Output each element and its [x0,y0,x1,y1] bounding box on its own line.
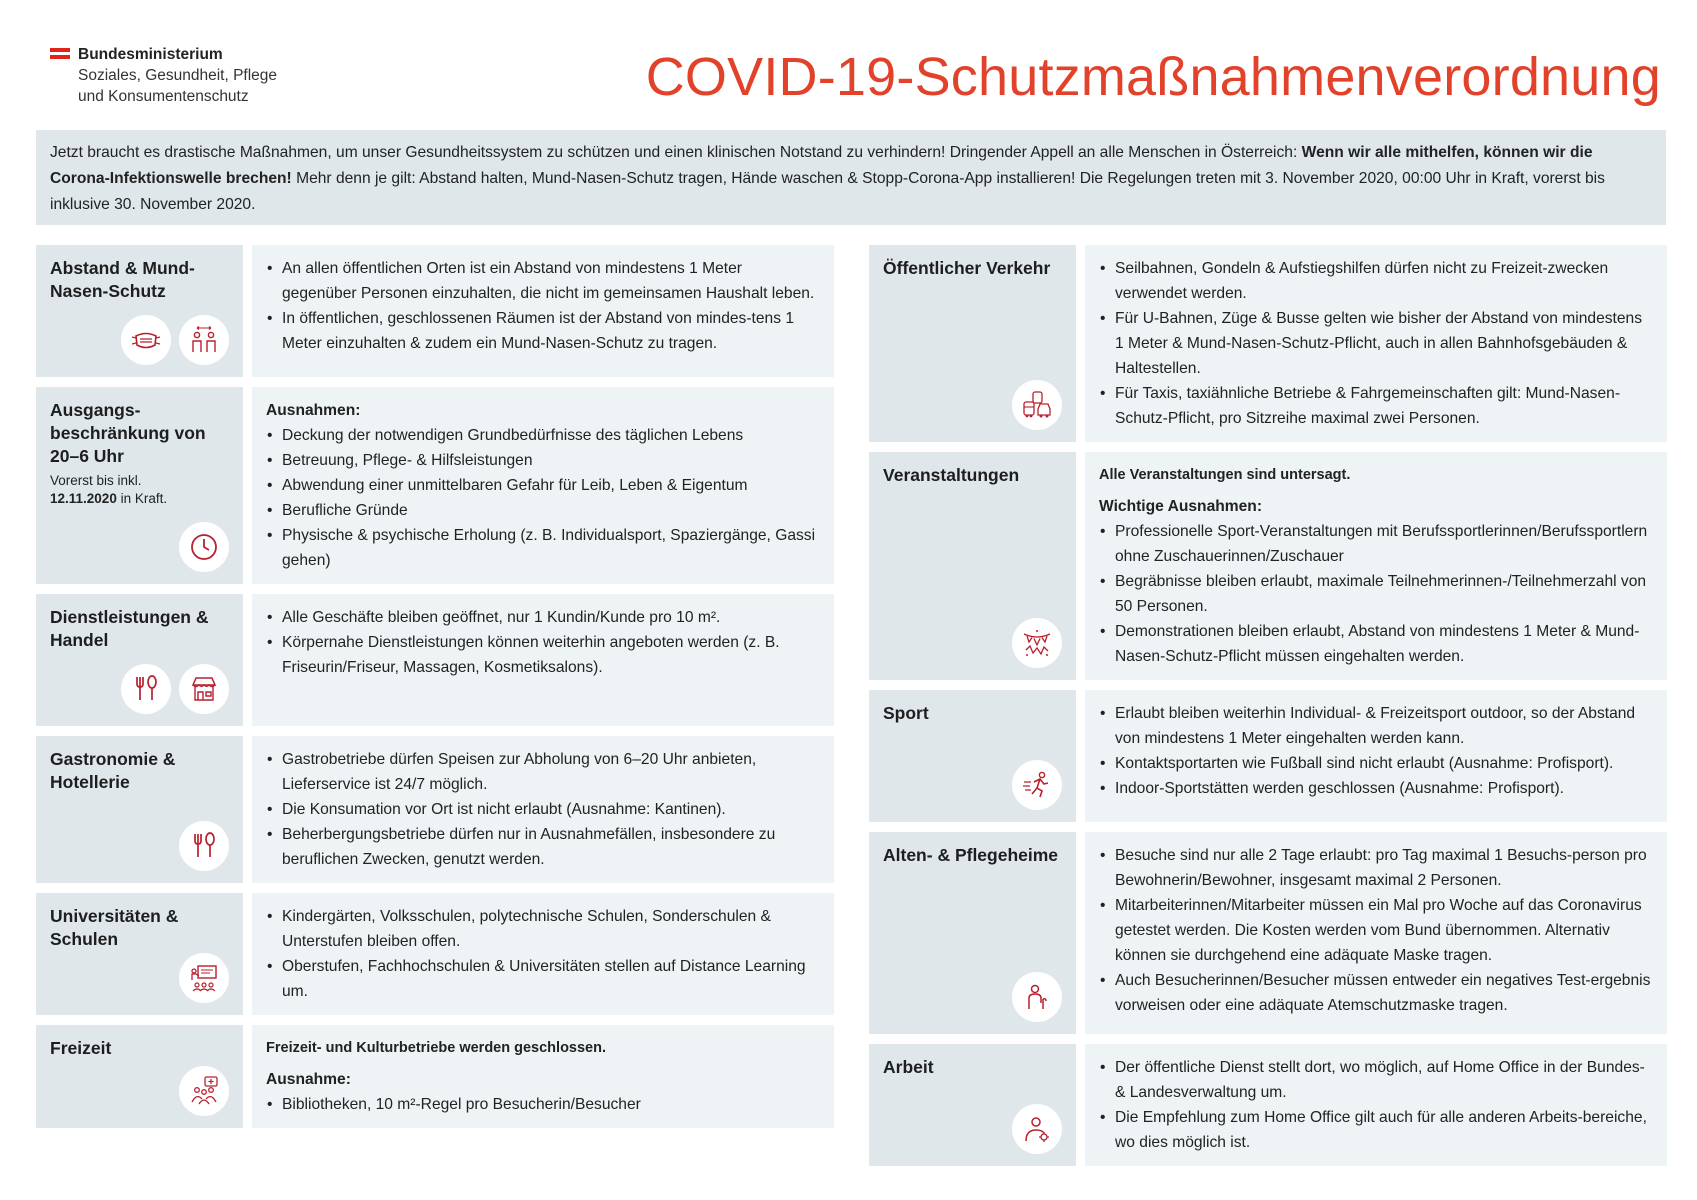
right-column [869,245,1667,1176]
bullet-item: • Alle Geschäfte bleiben geöffnet, nur 1 Kundin/Kunde pro 10 m². [266,605,820,630]
section-title: Abstand & Mund-Nasen-Schutz [50,258,195,301]
section-content [1085,452,1667,680]
section-title: Alten- & Pflegeheime [883,845,1059,865]
bullet-item: • In öffentlichen, geschlossenen Räumen ist der Abstand von mindes-tens 1 Meter einzuhalten & zudem ein Mund-Nasen-Schutz zu tragen. [266,306,820,356]
bullet-item: • Auch Besucherinnen/Besucher müssen entweder ein negatives Test-ergebnis vorweisen oder eine adäquate Atemschutzmaske tragen. [1099,968,1653,1018]
bullet-item: • Abwendung einer unmittelbaren Gefahr für Leib, Leben & Eigentum [266,473,820,498]
section-title: Arbeit [883,1057,934,1077]
ministry-line-2: Soziales, Gesundheit, Pflege [78,67,278,84]
bullet-item: • Seilbahnen, Gondeln & Aufstiegshilfen dürfen nicht zu Freizeit-zwecken verwendet werden. [1099,256,1653,306]
section-icons [1012,618,1062,668]
intro-text-2: Mehr denn je gilt: Abstand halten, Mund-Nasen-Schutz tragen, Hände waschen & Stopp-Corona-App installieren! Die Regelungen treten mit 3. November 2020, 00:00 Uhr in Kraft, vorerst bis inklusive 30. November 2020. [50,170,1605,213]
section-content [1085,245,1667,442]
section-content [252,245,834,377]
bullet-item: • Beherbergungsbetriebe dürfen nur in Ausnahmefällen, insbesondere zu beruflichen Zwecken, genutzt werden. [266,822,820,872]
note-date: 12.11.2020 [50,491,117,506]
bullet-item: • Kontaktsportarten wie Fußball sind nicht erlaubt (Ausnahme: Profisport). [1099,751,1653,776]
section-label [869,690,1076,822]
section-sport [869,690,1667,822]
section-dienstleistungen-handel [36,594,834,726]
bullet-item: • Professionelle Sport-Veranstaltungen mit Berufssportlerinnen/Berufssportlern ohne Zuschauerinnen/Zuschauer [1099,519,1653,569]
bullet-item: • Deckung der notwendigen Grundbedürfnisse des täglichen Lebens [266,423,820,448]
list-heading: Ausnahme: [266,1071,351,1088]
transport-icon [1012,380,1062,430]
shop-icon [179,664,229,714]
section-ffentlicher-verkehr [869,245,1667,442]
note-prefix: Vorerst bis inkl. [50,473,142,488]
section-icons [179,821,229,871]
section-note [50,472,229,508]
intro-appeal: Wenn wir alle mithelfen, können wir die Corona-Infektionswelle brechen! [50,144,1593,187]
bullet-item: • Der öffentliche Dienst stellt dort, wo möglich, auf Home Office in der Bundes- & Landesverwaltung um. [1099,1055,1653,1105]
list-heading: Ausnahmen: [266,402,361,419]
bullet-item: • Besuche sind nur alle 2 Tage erlaubt: pro Tag maximal 1 Besuchs-person pro Bewohnerin/Bewohner, insgesamt maximal 2 Personen. [1099,843,1653,893]
section-label [36,387,243,584]
bullet-list [1099,519,1653,669]
section-icons [1012,1104,1062,1154]
bullet-item: • Physische & psychische Erholung (z. B. Individualsport, Spaziergänge, Gassi gehen) [266,523,820,573]
mask-icon [121,315,171,365]
clock-icon [179,522,229,572]
section-title: Freizeit [50,1038,112,1058]
section-ausgangs-beschr-nkung-von-20-6-uhr [36,387,834,584]
intro-banner [36,130,1666,225]
section-title: Öffentlicher Verkehr [883,258,1051,278]
runner-icon [1012,760,1062,810]
section-icons [121,664,229,714]
austria-flag-icon [50,48,70,59]
bullet-item: • Berufliche Gründe [266,498,820,523]
section-label [36,1025,243,1128]
section-label [36,736,243,883]
section-icons [1012,972,1062,1022]
section-label [36,893,243,1015]
bullet-item: • Die Empfehlung zum Home Office gilt auch für alle anderen Arbeits-bereiche, wo dies möglich ist. [1099,1105,1653,1155]
event-icon [1012,618,1062,668]
bullet-item: • Für U-Bahnen, Züge & Busse gelten wie bisher der Abstand von mindestens 1 Meter & Mund-Nasen-Schutz-Pflicht, auch in allen Bahnhofsgebäuden & Haltestellen. [1099,306,1653,381]
bullet-list [266,256,820,356]
section-content [1085,690,1667,822]
section-label [36,245,243,377]
bullet-list [1099,256,1653,431]
section-content [252,594,834,726]
classroom-icon [179,953,229,1003]
section-content [1085,832,1667,1034]
cutlery-icon [121,664,171,714]
section-arbeit [869,1044,1667,1166]
distance-icon [179,315,229,365]
ministry-line-1: Bundesministerium [78,46,223,63]
group-icon [179,1066,229,1116]
section-label [869,245,1076,442]
section-title: Dienstleistungen & Handel [50,607,209,650]
note-suffix: in Kraft. [116,491,168,506]
section-title: Gastronomie & Hotellerie [50,749,176,792]
section-title: Universitäten & Schulen [50,906,179,949]
section-freizeit [36,1025,834,1128]
bullet-item: • Begräbnisse bleiben erlaubt, maximale Teilnehmerinnen-/Teilnehmerzahl von 50 Personen. [1099,569,1653,619]
lead-text: Freizeit- und Kulturbetriebe werden geschlossen. [266,1040,607,1056]
worker-icon [1012,1104,1062,1154]
section-icons [179,953,229,1003]
section-alten-pflegeheime [869,832,1667,1034]
cutlery-icon [179,821,229,871]
section-content [1085,1044,1667,1166]
bullet-item: • Körpernahe Dienstleistungen können weiterhin angeboten werden (z. B. Friseurin/Friseur, Massagen, Kosmetiksalons). [266,630,820,680]
section-icons [179,522,229,572]
bullet-item: • Gastrobetriebe dürfen Speisen zur Abholung von 6–20 Uhr anbieten, Lieferservice ist 24/7 möglich. [266,747,820,797]
section-title: Ausgangs-beschränkung von 20–6 Uhr [50,400,206,466]
section-icons [179,1066,229,1116]
section-label [869,452,1076,680]
bullet-item: • Mitarbeiterinnen/Mitarbeiter müssen ein Mal pro Woche auf das Coronavirus getestet werden. Die Kosten werden vom Bund übernommen. Alternativ können sie durchgehend eine adäquate Maske tragen. [1099,893,1653,968]
section-universit-ten-schulen [36,893,834,1015]
bullet-item: • Demonstrationen bleiben erlaubt, Abstand von mindestens 1 Meter & Mund-Nasen-Schutz-Pflicht müssen eingehalten werden. [1099,619,1653,669]
section-abstand-mund-nasen-schutz [36,245,834,377]
bullet-list [266,904,820,1004]
bullet-list [1099,1055,1653,1155]
section-content [252,387,834,584]
list-heading: Wichtige Ausnahmen: [1099,498,1263,515]
bullet-list [266,423,820,573]
section-title: Sport [883,703,929,723]
bullet-list [266,747,820,872]
bullet-item: • An allen öffentlichen Orten ist ein Abstand von mindestens 1 Meter gegenüber Personen einzuhalten, die nicht im gemeinsamen Haushalt leben. [266,256,820,306]
lead-text: Alle Veranstaltungen sind untersagt. [1099,467,1351,483]
left-column [36,245,834,1138]
ministry-line-3: und Konsumentenschutz [78,88,249,105]
section-icons [1012,380,1062,430]
section-veranstaltungen [869,452,1667,680]
section-content [252,893,834,1015]
elderly-icon [1012,972,1062,1022]
page-title: COVID-19-Schutzmaßnahmenverordnung [645,47,1661,107]
section-gastronomie-hotellerie [36,736,834,883]
section-label [36,594,243,726]
bullet-item: • Indoor-Sportstätten werden geschlossen (Ausnahme: Profisport). [1099,776,1653,801]
section-title: Veranstaltungen [883,465,1020,485]
section-icons [1012,760,1062,810]
bullet-item: • Bibliotheken, 10 m²-Regel pro Besucherin/Besucher [266,1092,820,1117]
bullet-item: • Kindergärten, Volksschulen, polytechnische Schulen, Sonderschulen & Unterstufen bleiben offen. [266,904,820,954]
intro-text-1: Jetzt braucht es drastische Maßnahmen, um unser Gesundheitssystem zu schützen und einen klinischen Notstand zu verhindern! Dringender Appell an alle Menschen in Österreich: [50,144,1302,161]
section-label [869,1044,1076,1166]
bullet-item: • Betreuung, Pflege- & Hilfsleistungen [266,448,820,473]
bullet-list [1099,701,1653,801]
bullet-list [266,605,820,680]
bullet-list [266,1092,820,1117]
section-content [252,736,834,883]
bullet-item: • Oberstufen, Fachhochschulen & Universitäten stellen auf Distance Learning um. [266,954,820,1004]
section-icons [121,315,229,365]
section-content [252,1025,834,1128]
ministry-logo [50,44,277,107]
bullet-list [1099,843,1653,1018]
section-label [869,832,1076,1034]
bullet-item: • Für Taxis, taxiähnliche Betriebe & Fahrgemeinschaften gilt: Mund-Nasen-Schutz-Pflicht, pro Sitzreihe maximal zwei Personen. [1099,381,1653,431]
bullet-item: • Die Konsumation vor Ort ist nicht erlaubt (Ausnahme: Kantinen). [266,797,820,822]
bullet-item: • Erlaubt bleiben weiterhin Individual- & Freizeitsport outdoor, so der Abstand von mindestens 1 Meter eingehalten werden kann. [1099,701,1653,751]
